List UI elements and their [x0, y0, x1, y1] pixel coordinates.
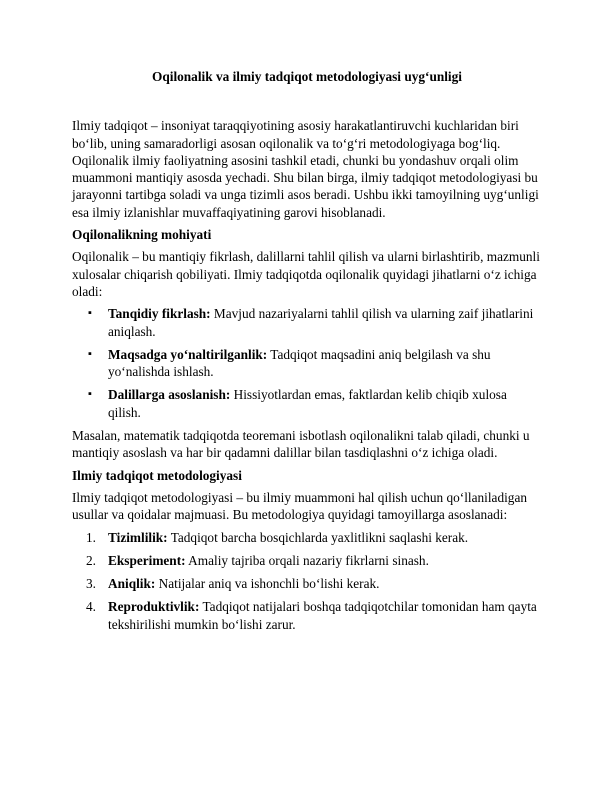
list-item-term: Aniqlik:	[108, 576, 156, 592]
list-item-term: Maqsadga yo‘naltirilganlik:	[108, 346, 268, 362]
list-item	[72, 575, 542, 592]
list-item-text: Natijalar aniq va ishonchli bo‘lishi kerak.	[155, 576, 380, 592]
list-item	[72, 305, 542, 340]
list-item-text: Tadqiqot barcha bosqichlarda yaxlitlikni saqlashi kerak.	[167, 529, 469, 545]
list-item-term: Tizimlilik:	[108, 529, 168, 545]
list-item-text: Amaliy tajriba orqali nazariy fikrlarni sinash.	[185, 552, 429, 568]
list-number: 2.	[86, 552, 96, 568]
list-item-term: Tanqidiy fikrlash:	[108, 306, 211, 322]
list-item-text: Tadqiqot maqsadini aniq belgilash va shu yo‘nalishda ishlash.	[108, 346, 491, 380]
list-item	[72, 598, 542, 633]
document-body	[72, 68, 542, 639]
list-item-text: Hissiyotlardan emas, faktlardan kelib chiqib xulosa qilish.	[108, 387, 507, 420]
list-item-term: Dalillarga asoslanish:	[108, 387, 231, 403]
list-item	[72, 346, 542, 381]
bullet-marker: ▪	[88, 388, 92, 401]
section-heading-methodology: Ilmiy tadqiqot metodologiyasi	[72, 467, 242, 483]
list-number: 3.	[86, 576, 96, 592]
list-item	[72, 386, 542, 421]
rationality-closing-paragraph: Masalan, matematik tadqiqotda teoremani isbotlash oqilonalikni talab qiladi, chunki u mantiqiy asoslash va har bir qadamni dalillar bilan tasdiqlashni o‘z ichiga oladi.	[72, 428, 530, 461]
list-item-term: Eksperiment:	[108, 552, 186, 568]
list-number: 1.	[86, 529, 96, 545]
methodology-list	[72, 529, 542, 633]
list-item-text: Mavjud nazariyalarni tahlil qilish va ularning zaif jihatlarini aniqlash.	[108, 306, 534, 339]
methodology-paragraph: Ilmiy tadqiqot metodologiyasi – bu ilmiy muammoni hal qilish uchun qo‘llaniladigan usullar va qoidalar majmuasi. Bu metodologiya quyidagi tamoyillarga asoslanadi:	[72, 489, 527, 523]
document-title: Oqilonalik va ilmiy tadqiqot metodologiyasi uyg‘unligi	[152, 69, 462, 84]
rationality-paragraph: Oqilonalik – bu mantiqiy fikrlash, dalillarni tahlil qilish va ularni birlashtirib, mazmunli xulosalar chiqarish qobiliyati. Ilmiy tadqiqotda oqilonalik quyidagi jihatlarni o‘z ichiga oladi:	[72, 249, 540, 299]
list-number: 4.	[86, 599, 96, 615]
bullet-marker: ▪	[88, 307, 92, 320]
section-heading-rationality: Oqilonalikning mohiyati	[72, 227, 212, 243]
list-item	[72, 529, 542, 546]
list-item-term: Reproduktivlik:	[108, 599, 200, 615]
intro-paragraph: Ilmiy tadqiqot – insoniyat taraqqiyotining asosiy harakatlantiruvchi kuchlaridan biri bo‘lib, uning samaradorligi asosan oqilonalik va to‘g‘ri metodologiyaga bog‘liq. Oqilonalik ilmiy faoliyatning asosini tashkil etadi, chunki bu yondashuv orqali olim muammoni mantiqiy asosda yechadi. Shu bilan birga, ilmiy tadqiqot metodologiyasi bu jarayonni tartibga soladi va unga tizimli asos beradi. Ushbu ikki tamoyilning uyg‘unligi esa ilmiy izlanishlar muvaffaqiyatining garovi hisoblanadi.	[72, 118, 539, 220]
rationality-list	[72, 305, 542, 421]
list-item	[72, 552, 542, 569]
list-item-text: Tadqiqot natijalari boshqa tadqiqotchilar tomonidan ham qayta tekshirilishi mumkin bo‘lishi zarur.	[108, 599, 537, 632]
bullet-marker: ▪	[88, 347, 92, 360]
